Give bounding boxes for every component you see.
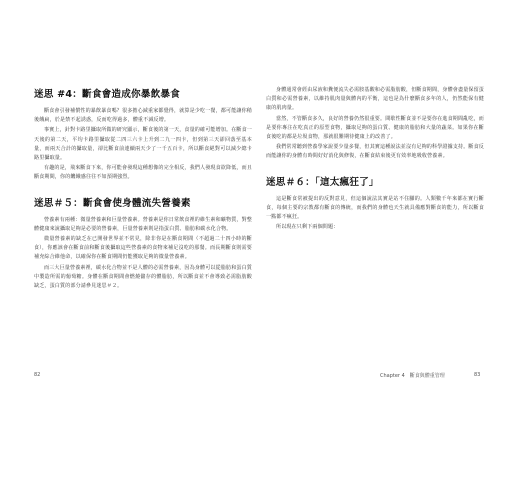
paragraph: 所以現在只剩下兩個問題：	[276, 224, 339, 231]
paragraph: 事實上，針對卡路里攝取所做的研究顯示，斷食後的第一天，食量的確可能增加。在斷食一天後的第二天，平均卡路里攝取從二四三六卡上升到二九一四卡，但到第三天卻回落至基本量，而兩天合計的攝取量，卻比斷食前連續兩天少了一千五百卡，所以斷食絕對可以減少總卡路里攝取量。	[34, 127, 252, 162]
paragraph: 營養素有兩種：微量營養素和巨量營養素。營養素是你日常飲食裡的維生素和礦物質，對整體健康來說攝取足夠是必要的營養素，巨量營養素則是指蛋白質、脂肪和碳水化合物。	[34, 216, 252, 232]
paragraph: 我們常常聽到營養學家說要少量多餐，但其實這種說法並沒有足夠的科學證據支持。斷食反而能讓你的身體有時間好好消化與修復，在斷食結束後更有效率地吸收營養素。	[266, 144, 484, 160]
paragraph: 這是斷食常被提出的反對意見，但這個說法其實是站不住腳的。人類數千年來都在實行斷食，每個主要的宗教都有斷食的傳統，而我們的身體也天生就具備應對斷食的能力，所以斷食一點都不瘋狂。	[266, 195, 484, 221]
section-heading-myth6: 迷思＃６：「這太瘋狂了」	[266, 176, 379, 188]
paragraph: 斷食會引發補償性的暴飲暴食嗎？很多擔心減重家都覺得，就算是少吃一餐，都可能讓你稍後餓扁，於是禁不起誘惑，反而吃得過多，體重不減反增。	[34, 108, 252, 124]
running-head: Chapter 4 斷食與體重管理	[380, 373, 445, 379]
paragraph: 身體通常會經由尿液和糞便流失必需胺基酸和必需脂肪酸，但斷食期間，身體會盡量保留蛋白質和必需營養素，以維持肌肉量與體內的平衡，這也是為什麼斷食多年的人，仍然能保有健康的肌肉量。	[266, 87, 484, 112]
paragraph: 微量營養素的缺乏在已開發世界並不常見，除非你是在斷食期間（不超過二十四小時的斷食），你應該會在斷食前和斷食後攝取這些營養素的食物來補足沒吃的那餐。而長期斷食則需要補充綜合維他命，以確保你在斷食期間仍能獲取足夠的微量營養素。	[34, 236, 252, 261]
page-number-right: 83	[474, 372, 481, 378]
right-page	[266, 86, 484, 386]
paragraph: 有趣的是，飛來斷食下來，你可能會發現這種想像的完全相反，我們人發現食欲降低，而且斷食期間，你的饑餓感往往不如預期強烈。	[34, 165, 252, 181]
page-number-left: 82	[34, 372, 41, 378]
paragraph: 而三大巨量營養素裡，碳水化合物並不是人體的必需營養素，因為身體可以從脂肪和蛋白質中製造所需的葡萄糖。身體在斷食期間會燃燒儲存的體脂肪，所以斷食並不會導致必需脂肪酸缺乏，蛋白質的部分請參見迷思＃２。	[34, 264, 252, 290]
left-page	[34, 86, 252, 386]
section-heading-myth5: 迷思＃５：斷食會使身體流失營養素	[34, 197, 191, 209]
paragraph: 當然，不管斷食多久，良好的營養仍然很重要。間歇性斷食並不是要你在進食期間亂吃，而是要你專注在吃真正的原型食物，攝取足夠的蛋白質、健康的脂肪和大量的蔬菜。如果你在斷食後吃的都是垃圾食物，那就很難期待健康上的改善了。	[266, 115, 484, 141]
section-heading-myth4: 迷思 #4：斷食會造成你暴飲暴食	[34, 89, 180, 100]
